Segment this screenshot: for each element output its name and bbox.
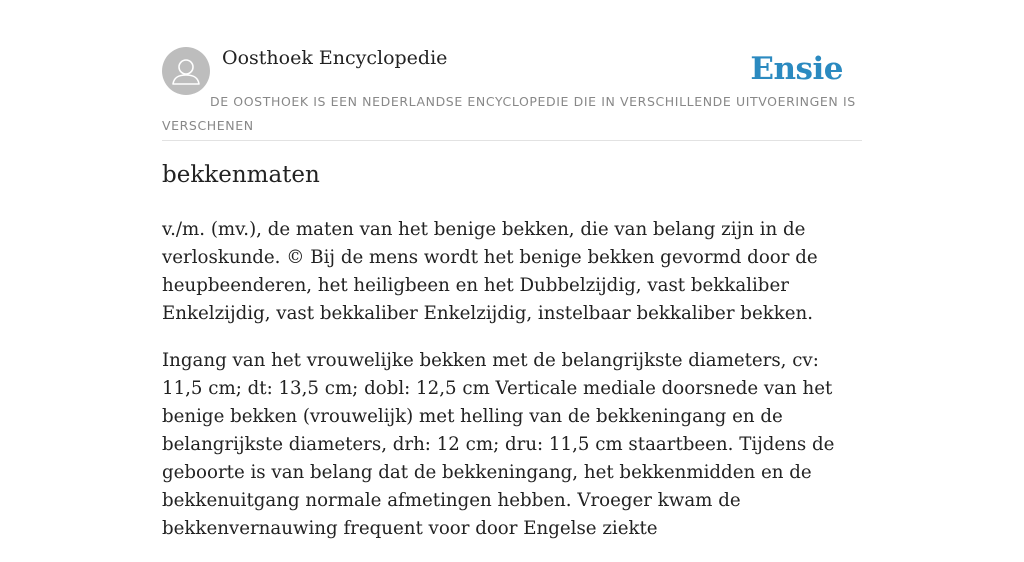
source-tagline: DE OOSTHOEK IS EEN NEDERLANDSE ENCYCLOPEDIE DIE IN VERSCHILLENDE UITVOERINGEN IS VERSCHENEN — [162, 94, 856, 133]
site-header — [162, 44, 862, 141]
entry-title: bekkenmaten — [162, 162, 320, 188]
ensie-logo-link[interactable]: Ensie — [750, 51, 843, 87]
user-avatar-icon[interactable] — [162, 47, 210, 95]
entry-content — [162, 216, 862, 562]
site-title-link[interactable]: Oosthoek Encyclopedie — [222, 47, 448, 69]
entry-paragraph: v./m. (mv.), de maten van het benige bekken, die van belang zijn in de verloskunde. © Bij de mens wordt het benige bekken gevormd door de heupbeenderen, het heiligbeen en het Dubbelzijdig, vast bekkaliber Enkelzijdig, vast bekkaliber Enkelzijdig, instelbaar bekkaliber bekken. — [162, 219, 818, 324]
entry-paragraph: Ingang van het vrouwelijke bekken met de belangrijkste diameters, cv: 11,5 cm; dt: 13,5 cm; dobl: 12,5 cm Verticale mediale doorsnede van het benige bekken (vrouwelijk) met helling van de bekkeningang en de belangrijkste diameters, drh: 12 cm; dru: 11,5 cm staartbeen. Tijdens de geboorte is van belang dat de bekkeningang, het bekkenmidden en de bekkenuitgang normale afmetingen hebben. Vroeger kwam de bekkenvernauwing frequent voor door Engelse ziekte — [162, 350, 835, 539]
